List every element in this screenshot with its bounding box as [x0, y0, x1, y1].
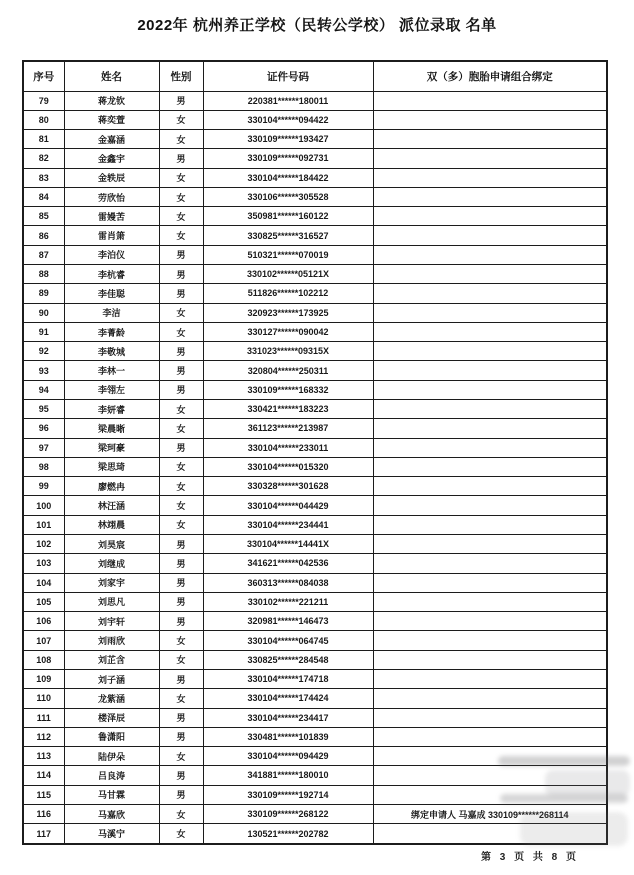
cell-seq: 110	[23, 689, 64, 708]
cell-id-number: 330104******234417	[203, 708, 373, 727]
cell-gender: 男	[159, 766, 203, 785]
cell-id-number: 330127******090042	[203, 322, 373, 341]
table-body	[23, 91, 607, 844]
cell-twin-binding	[373, 284, 607, 303]
cell-id-number: 331023******09315X	[203, 342, 373, 361]
cell-seq: 112	[23, 727, 64, 746]
cell-name: 金鑫宇	[64, 149, 159, 168]
table-row	[23, 284, 607, 303]
cell-name: 刘宇轩	[64, 612, 159, 631]
cell-name: 雷肖箫	[64, 226, 159, 245]
cell-id-number: 330104******174424	[203, 689, 373, 708]
cell-seq: 86	[23, 226, 64, 245]
cell-twin-binding	[373, 130, 607, 149]
cell-seq: 99	[23, 477, 64, 496]
cell-seq: 100	[23, 496, 64, 515]
table-row	[23, 534, 607, 553]
cell-gender: 女	[159, 168, 203, 187]
cell-name: 刘子涵	[64, 669, 159, 688]
table-header-row	[23, 61, 607, 91]
cell-seq: 107	[23, 631, 64, 650]
cell-id-number: 330109******268122	[203, 804, 373, 823]
table-row	[23, 727, 607, 746]
cell-id-number: 361123******213987	[203, 419, 373, 438]
cell-gender: 女	[159, 515, 203, 534]
cell-gender: 男	[159, 573, 203, 592]
cell-name: 刘雨欣	[64, 631, 159, 650]
cell-seq: 83	[23, 168, 64, 187]
cell-gender: 女	[159, 419, 203, 438]
cell-name: 刘芷含	[64, 650, 159, 669]
table-row	[23, 438, 607, 457]
header-name: 姓名	[64, 61, 159, 91]
cell-gender: 男	[159, 554, 203, 573]
cell-name: 吕良涛	[64, 766, 159, 785]
cell-id-number: 330104******064745	[203, 631, 373, 650]
cell-name: 李妍睿	[64, 400, 159, 419]
cell-twin-binding	[373, 496, 607, 515]
page-title: 2022年 杭州养正学校（民转公学校） 派位录取 名单	[137, 17, 497, 34]
cell-id-number: 330825******284548	[203, 650, 373, 669]
cell-twin-binding	[373, 727, 607, 746]
table-row	[23, 708, 607, 727]
header-binding: 双（多）胞胎申请组合绑定	[373, 61, 607, 91]
cell-gender: 女	[159, 322, 203, 341]
cell-seq: 101	[23, 515, 64, 534]
table-row	[23, 245, 607, 264]
cell-gender: 男	[159, 612, 203, 631]
cell-seq: 113	[23, 747, 64, 766]
cell-twin-binding	[373, 554, 607, 573]
cell-id-number: 330825******316527	[203, 226, 373, 245]
table-row	[23, 380, 607, 399]
cell-gender: 男	[159, 592, 203, 611]
cell-name: 廖燃冉	[64, 477, 159, 496]
cell-twin-binding	[373, 400, 607, 419]
table-row	[23, 419, 607, 438]
cell-seq: 87	[23, 245, 64, 264]
cell-twin-binding	[373, 322, 607, 341]
cell-seq: 81	[23, 130, 64, 149]
cell-id-number: 330104******234441	[203, 515, 373, 534]
cell-name: 陆伊朵	[64, 747, 159, 766]
cell-name: 李翎左	[64, 380, 159, 399]
cell-name: 蒋奕萱	[64, 110, 159, 129]
cell-seq: 114	[23, 766, 64, 785]
table-row	[23, 149, 607, 168]
cell-gender: 男	[159, 284, 203, 303]
cell-gender: 女	[159, 631, 203, 650]
cell-twin-binding	[373, 824, 607, 844]
cell-gender: 女	[159, 207, 203, 226]
cell-id-number: 330109******168332	[203, 380, 373, 399]
table-row	[23, 361, 607, 380]
table-row	[23, 804, 607, 823]
cell-twin-binding	[373, 785, 607, 804]
cell-name: 梁晨晰	[64, 419, 159, 438]
cell-gender: 男	[159, 342, 203, 361]
cell-name: 马甘霖	[64, 785, 159, 804]
cell-twin-binding	[373, 342, 607, 361]
table-row	[23, 612, 607, 631]
table-row	[23, 496, 607, 515]
cell-id-number: 220381******180011	[203, 91, 373, 110]
cell-twin-binding	[373, 669, 607, 688]
cell-seq: 80	[23, 110, 64, 129]
table-row	[23, 110, 607, 129]
table-row	[23, 631, 607, 650]
cell-id-number: 330104******233011	[203, 438, 373, 457]
roster-table	[22, 60, 608, 845]
cell-gender: 女	[159, 226, 203, 245]
cell-name: 楼泽辰	[64, 708, 159, 727]
cell-name: 林汪涵	[64, 496, 159, 515]
table-row	[23, 747, 607, 766]
header-id: 证件号码	[203, 61, 373, 91]
cell-name: 马溪宁	[64, 824, 159, 844]
cell-gender: 女	[159, 187, 203, 206]
cell-gender: 女	[159, 689, 203, 708]
cell-name: 金轶辰	[64, 168, 159, 187]
table-row	[23, 342, 607, 361]
cell-seq: 82	[23, 149, 64, 168]
table-row	[23, 457, 607, 476]
table-row	[23, 824, 607, 844]
cell-seq: 115	[23, 785, 64, 804]
cell-name: 李菁龄	[64, 322, 159, 341]
cell-name: 李敬城	[64, 342, 159, 361]
table-row	[23, 207, 607, 226]
cell-name: 李泊仪	[64, 245, 159, 264]
cell-gender: 男	[159, 245, 203, 264]
cell-id-number: 330328******301628	[203, 477, 373, 496]
cell-gender: 男	[159, 149, 203, 168]
cell-twin-binding	[373, 515, 607, 534]
cell-gender: 男	[159, 361, 203, 380]
cell-name: 梁思琦	[64, 457, 159, 476]
table-row	[23, 303, 607, 322]
cell-id-number: 330104******094422	[203, 110, 373, 129]
cell-id-number: 350981******160122	[203, 207, 373, 226]
cell-id-number: 360313******084038	[203, 573, 373, 592]
cell-gender: 男	[159, 534, 203, 553]
table-row	[23, 187, 607, 206]
table-row	[23, 785, 607, 804]
cell-id-number: 330104******184422	[203, 168, 373, 187]
cell-name: 李洁	[64, 303, 159, 322]
cell-id-number: 330109******193427	[203, 130, 373, 149]
cell-id-number: 330106******305528	[203, 187, 373, 206]
cell-id-number: 330109******092731	[203, 149, 373, 168]
cell-twin-binding: 绑定申请人 马嘉成 330109******268114	[373, 804, 607, 823]
cell-gender: 女	[159, 457, 203, 476]
cell-gender: 女	[159, 477, 203, 496]
cell-twin-binding	[373, 303, 607, 322]
cell-twin-binding	[373, 747, 607, 766]
cell-seq: 89	[23, 284, 64, 303]
table-row	[23, 322, 607, 341]
table-row	[23, 554, 607, 573]
cell-seq: 108	[23, 650, 64, 669]
cell-gender: 男	[159, 708, 203, 727]
table-row	[23, 91, 607, 110]
table-row	[23, 766, 607, 785]
cell-seq: 103	[23, 554, 64, 573]
cell-id-number: 130521******202782	[203, 824, 373, 844]
table-row	[23, 592, 607, 611]
cell-twin-binding	[373, 477, 607, 496]
page-number: 第 3 页 共 8 页	[480, 852, 579, 863]
cell-id-number: 330102******221211	[203, 592, 373, 611]
table-row	[23, 515, 607, 534]
cell-gender: 男	[159, 91, 203, 110]
cell-twin-binding	[373, 631, 607, 650]
cell-name: 鲁潇阳	[64, 727, 159, 746]
cell-gender: 女	[159, 650, 203, 669]
table-row	[23, 669, 607, 688]
cell-seq: 85	[23, 207, 64, 226]
cell-id-number: 330102******05121X	[203, 265, 373, 284]
table-row	[23, 689, 607, 708]
cell-gender: 女	[159, 130, 203, 149]
cell-id-number: 320804******250311	[203, 361, 373, 380]
cell-gender: 女	[159, 824, 203, 844]
cell-seq: 104	[23, 573, 64, 592]
cell-name: 蒋龙钦	[64, 91, 159, 110]
cell-gender: 男	[159, 438, 203, 457]
cell-twin-binding	[373, 207, 607, 226]
table-row	[23, 573, 607, 592]
cell-id-number: 330104******044429	[203, 496, 373, 515]
cell-gender: 男	[159, 265, 203, 284]
cell-twin-binding	[373, 650, 607, 669]
cell-name: 刘继成	[64, 554, 159, 573]
cell-id-number: 330481******101839	[203, 727, 373, 746]
cell-id-number: 341621******042536	[203, 554, 373, 573]
cell-name: 李佳聪	[64, 284, 159, 303]
table-row	[23, 477, 607, 496]
cell-twin-binding	[373, 226, 607, 245]
cell-gender: 女	[159, 400, 203, 419]
cell-gender: 男	[159, 669, 203, 688]
table-row	[23, 226, 607, 245]
cell-twin-binding	[373, 708, 607, 727]
cell-id-number: 511826******102212	[203, 284, 373, 303]
cell-id-number: 330104******174718	[203, 669, 373, 688]
cell-seq: 94	[23, 380, 64, 399]
cell-seq: 96	[23, 419, 64, 438]
cell-seq: 111	[23, 708, 64, 727]
cell-name: 林翊晨	[64, 515, 159, 534]
cell-seq: 93	[23, 361, 64, 380]
cell-gender: 男	[159, 380, 203, 399]
cell-name: 梁珂豪	[64, 438, 159, 457]
cell-gender: 男	[159, 727, 203, 746]
cell-twin-binding	[373, 91, 607, 110]
cell-seq: 116	[23, 804, 64, 823]
cell-gender: 女	[159, 110, 203, 129]
cell-twin-binding	[373, 361, 607, 380]
header-gender: 性别	[159, 61, 203, 91]
table-row	[23, 265, 607, 284]
cell-name: 劳欣怡	[64, 187, 159, 206]
cell-id-number: 330104******094429	[203, 747, 373, 766]
cell-id-number: 330104******14441X	[203, 534, 373, 553]
cell-id-number: 320923******173925	[203, 303, 373, 322]
cell-seq: 79	[23, 91, 64, 110]
cell-id-number: 330104******015320	[203, 457, 373, 476]
cell-seq: 102	[23, 534, 64, 553]
cell-name: 龙紫涵	[64, 689, 159, 708]
cell-seq: 105	[23, 592, 64, 611]
cell-twin-binding	[373, 438, 607, 457]
cell-twin-binding	[373, 689, 607, 708]
cell-twin-binding	[373, 592, 607, 611]
cell-twin-binding	[373, 149, 607, 168]
cell-name: 刘昊宸	[64, 534, 159, 553]
cell-id-number: 510321******070019	[203, 245, 373, 264]
cell-name: 刘家宇	[64, 573, 159, 592]
cell-name: 马嘉欣	[64, 804, 159, 823]
cell-id-number: 320981******146473	[203, 612, 373, 631]
cell-seq: 92	[23, 342, 64, 361]
cell-seq: 90	[23, 303, 64, 322]
table-row	[23, 650, 607, 669]
cell-seq: 98	[23, 457, 64, 476]
cell-name: 李林一	[64, 361, 159, 380]
header-seq: 序号	[23, 61, 64, 91]
cell-seq: 97	[23, 438, 64, 457]
table-header	[23, 61, 607, 91]
table-row	[23, 400, 607, 419]
cell-name: 雷嫚苦	[64, 207, 159, 226]
cell-twin-binding	[373, 187, 607, 206]
cell-id-number: 330109******192714	[203, 785, 373, 804]
cell-twin-binding	[373, 380, 607, 399]
cell-seq: 95	[23, 400, 64, 419]
cell-name: 刘思凡	[64, 592, 159, 611]
cell-gender: 女	[159, 303, 203, 322]
cell-twin-binding	[373, 110, 607, 129]
cell-name: 金嘉涵	[64, 130, 159, 149]
cell-twin-binding	[373, 419, 607, 438]
cell-seq: 109	[23, 669, 64, 688]
cell-id-number: 330421******183223	[203, 400, 373, 419]
cell-twin-binding	[373, 573, 607, 592]
cell-twin-binding	[373, 245, 607, 264]
cell-seq: 117	[23, 824, 64, 844]
cell-gender: 女	[159, 747, 203, 766]
cell-twin-binding	[373, 534, 607, 553]
cell-twin-binding	[373, 612, 607, 631]
table-row	[23, 168, 607, 187]
cell-twin-binding	[373, 457, 607, 476]
cell-seq: 84	[23, 187, 64, 206]
cell-seq: 106	[23, 612, 64, 631]
cell-twin-binding	[373, 168, 607, 187]
cell-id-number: 341881******180010	[203, 766, 373, 785]
cell-name: 李杭睿	[64, 265, 159, 284]
cell-gender: 男	[159, 785, 203, 804]
cell-twin-binding	[373, 766, 607, 785]
cell-gender: 女	[159, 804, 203, 823]
cell-seq: 91	[23, 322, 64, 341]
cell-seq: 88	[23, 265, 64, 284]
cell-twin-binding	[373, 265, 607, 284]
cell-gender: 女	[159, 496, 203, 515]
table-row	[23, 130, 607, 149]
